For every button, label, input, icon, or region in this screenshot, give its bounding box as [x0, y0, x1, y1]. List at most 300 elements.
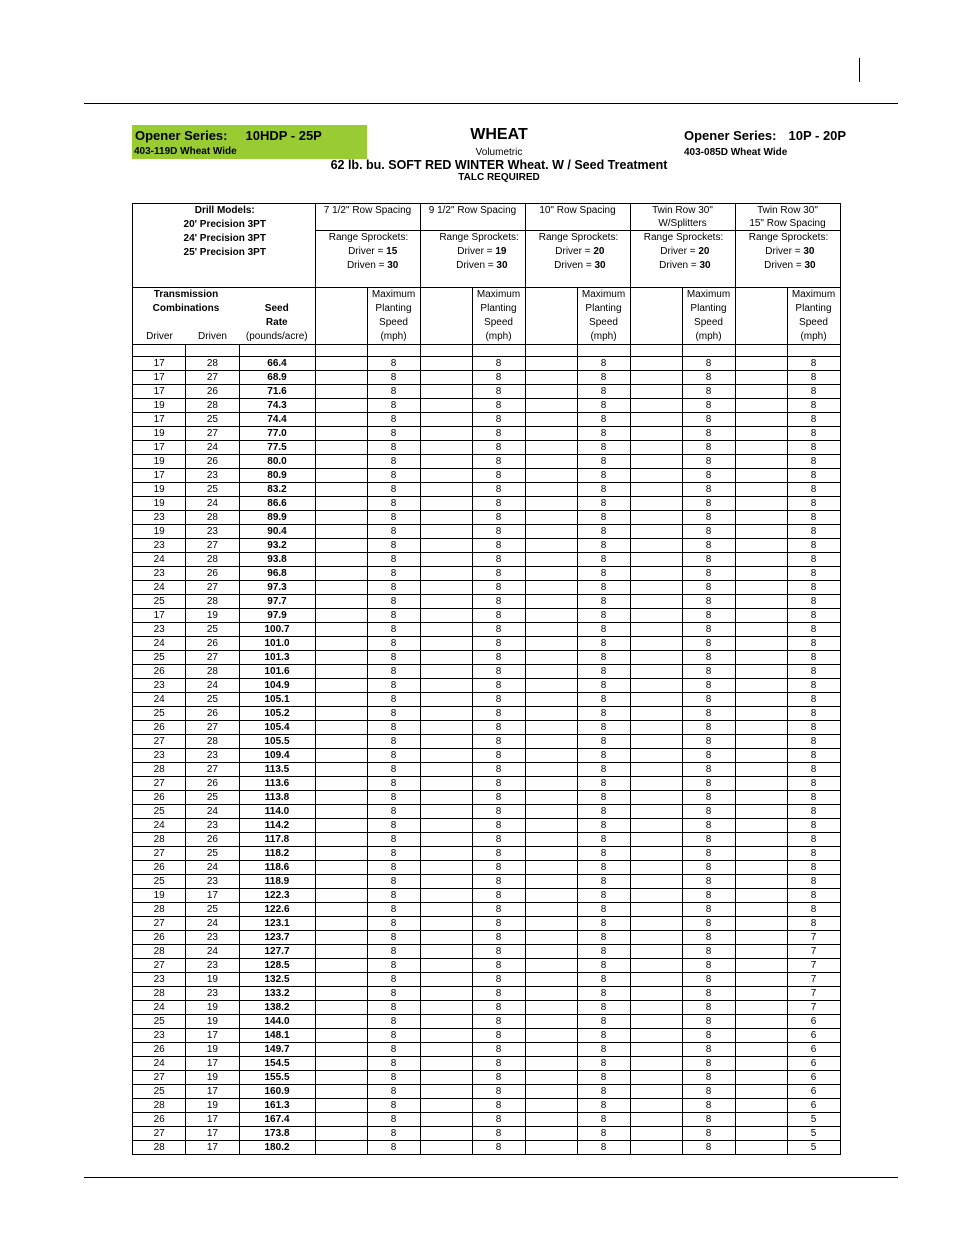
max-speed-cell: 8 — [472, 385, 525, 399]
table-row — [133, 917, 841, 931]
blank-cell — [630, 875, 682, 889]
blank-cell — [420, 1001, 472, 1015]
driven-cell: 19 — [186, 609, 239, 623]
blank-cell — [630, 399, 682, 413]
blank-cell — [420, 903, 472, 917]
max-speed-cell: 8 — [682, 889, 735, 903]
driver-cell: 26 — [133, 931, 186, 945]
table-row — [133, 931, 841, 945]
max-speed-cell: 8 — [367, 749, 420, 763]
max-speed-cell: 8 — [577, 707, 630, 721]
column-header-row — [133, 288, 841, 345]
max-speed-cell: 8 — [367, 455, 420, 469]
drill-model: 20' Precision 3PT — [183, 219, 266, 230]
blank-cell — [630, 539, 682, 553]
max-speed-cell: 7 — [787, 959, 840, 973]
driver-cell: 23 — [133, 511, 186, 525]
blank-cell — [630, 1015, 682, 1029]
blank-cell — [315, 455, 367, 469]
max-speed-cell: 8 — [472, 1085, 525, 1099]
blank-cell — [315, 749, 367, 763]
range-sprockets: Range Sprockets: Driver = 30 Driven = 30 — [735, 231, 840, 288]
max-speed-cell: 8 — [682, 385, 735, 399]
blank-cell — [525, 1085, 577, 1099]
blank-cell — [735, 931, 787, 945]
blank-cell — [735, 385, 787, 399]
blank-cell — [630, 1043, 682, 1057]
blank-cell — [735, 357, 787, 371]
blank-cell — [630, 511, 682, 525]
max-speed-cell: 8 — [472, 427, 525, 441]
driven-cell: 17 — [186, 1057, 239, 1071]
max-speed-cell: 8 — [472, 623, 525, 637]
max-speed-cell: 8 — [577, 1127, 630, 1141]
max-speed-cell: 8 — [367, 441, 420, 455]
blank-cell — [315, 469, 367, 483]
max-speed-cell: 8 — [787, 651, 840, 665]
blank-cell — [315, 553, 367, 567]
blank-cell — [315, 1057, 367, 1071]
max-speed-cell: 8 — [787, 875, 840, 889]
blank-cell — [525, 917, 577, 931]
blank-cell — [420, 1113, 472, 1127]
driven-cell: 27 — [186, 581, 239, 595]
opener-left-model: 10HDP - 25P — [245, 128, 322, 143]
seed-rate-cell: 104.9 — [239, 679, 315, 693]
max-speed-cell: 8 — [367, 399, 420, 413]
blank-cell — [630, 917, 682, 931]
max-speed-cell: 8 — [787, 763, 840, 777]
max-speed-cell: 6 — [787, 1071, 840, 1085]
max-speed-cell: 8 — [787, 665, 840, 679]
blank-cell — [630, 1085, 682, 1099]
blank-cell — [525, 483, 577, 497]
max-speed-cell: 8 — [577, 1141, 630, 1155]
blank-cell — [315, 1085, 367, 1099]
max-speed-cell: 8 — [682, 399, 735, 413]
max-speed-cell: 8 — [787, 819, 840, 833]
table-row — [133, 959, 841, 973]
blank-cell — [525, 819, 577, 833]
table-row — [133, 623, 841, 637]
max-speed-cell: 8 — [472, 483, 525, 497]
blank-cell — [420, 931, 472, 945]
max-speed-cell: 8 — [367, 1113, 420, 1127]
max-speed-cell: 8 — [577, 875, 630, 889]
blank-cell — [630, 693, 682, 707]
max-speed-cell: 8 — [367, 791, 420, 805]
max-speed-cell: 8 — [682, 1001, 735, 1015]
max-speed-cell: 8 — [367, 847, 420, 861]
max-speed-cell: 8 — [367, 805, 420, 819]
blank-cell — [525, 903, 577, 917]
max-speed-cell: 8 — [367, 553, 420, 567]
max-speed-cell: 8 — [682, 987, 735, 1001]
max-speed-cell: 8 — [577, 441, 630, 455]
seed-rate-cell: 80.9 — [239, 469, 315, 483]
blank-cell — [420, 609, 472, 623]
max-speed-cell: 8 — [367, 1043, 420, 1057]
table-row — [133, 1001, 841, 1015]
seed-rate-cell: 77.0 — [239, 427, 315, 441]
blank-cell — [315, 791, 367, 805]
max-speed-cell: 8 — [787, 693, 840, 707]
max-speed-cell: 7 — [787, 973, 840, 987]
max-speed-cell: 8 — [682, 595, 735, 609]
driver-cell: 19 — [133, 889, 186, 903]
blank-cell — [630, 959, 682, 973]
table-row — [133, 399, 841, 413]
max-speed-cell: 8 — [577, 1015, 630, 1029]
table-row — [133, 861, 841, 875]
blank-cell — [630, 791, 682, 805]
seed-rate-header: Seed Rate (pounds/acre) — [239, 288, 315, 345]
max-speed-cell: 8 — [367, 595, 420, 609]
max-speed-header: Maximum Planting Speed (mph) — [577, 288, 630, 345]
max-speed-cell: 8 — [367, 945, 420, 959]
blank-cell — [525, 595, 577, 609]
blank-cell — [735, 693, 787, 707]
spacing-header-row — [133, 204, 841, 231]
blank-cell — [630, 441, 682, 455]
driven-cell: 19 — [186, 1099, 239, 1113]
max-speed-cell: 8 — [682, 651, 735, 665]
driver-cell: 28 — [133, 1141, 186, 1155]
driver-cell: 25 — [133, 805, 186, 819]
max-speed-cell: 8 — [682, 791, 735, 805]
blank-cell — [735, 595, 787, 609]
max-speed-cell: 8 — [577, 721, 630, 735]
max-speed-cell: 8 — [787, 889, 840, 903]
blank-cell — [525, 553, 577, 567]
blank-cell — [420, 721, 472, 735]
blank-cell — [420, 805, 472, 819]
driven-cell: 23 — [186, 469, 239, 483]
seed-rate-cell: 74.3 — [239, 399, 315, 413]
driven-cell: 19 — [186, 1015, 239, 1029]
seed-rate-cell: 89.9 — [239, 511, 315, 525]
max-speed-cell: 6 — [787, 1085, 840, 1099]
blank-cell — [315, 763, 367, 777]
table-row — [133, 1071, 841, 1085]
table-row — [133, 567, 841, 581]
driver-cell: 17 — [133, 469, 186, 483]
max-speed-cell: 8 — [787, 385, 840, 399]
blank-cell — [315, 385, 367, 399]
table-row — [133, 1029, 841, 1043]
drill-model: 24' Precision 3PT — [183, 233, 266, 244]
max-speed-cell: 8 — [577, 637, 630, 651]
max-speed-cell: 8 — [787, 707, 840, 721]
seed-rate-cell: 105.2 — [239, 707, 315, 721]
driver-cell: 27 — [133, 847, 186, 861]
table-row — [133, 1141, 841, 1155]
blank-cell — [525, 679, 577, 693]
blank-cell — [630, 819, 682, 833]
seed-rate-cell: 114.0 — [239, 805, 315, 819]
blank-cell — [630, 777, 682, 791]
seed-rate-cell: 173.8 — [239, 1127, 315, 1141]
seed-rate-cell: 122.6 — [239, 903, 315, 917]
max-speed-cell: 8 — [577, 525, 630, 539]
blank-cell — [630, 357, 682, 371]
max-speed-cell: 8 — [787, 539, 840, 553]
driver-cell: 23 — [133, 539, 186, 553]
driver-cell: 27 — [133, 777, 186, 791]
max-speed-cell: 8 — [577, 581, 630, 595]
table-row — [133, 1127, 841, 1141]
max-speed-cell: 8 — [682, 819, 735, 833]
blank-cell — [630, 903, 682, 917]
table-row — [133, 1099, 841, 1113]
blank-cell — [525, 1043, 577, 1057]
max-speed-cell: 8 — [472, 581, 525, 595]
table-row — [133, 679, 841, 693]
max-speed-cell: 8 — [682, 469, 735, 483]
blank-cell — [630, 735, 682, 749]
max-speed-cell: 8 — [472, 595, 525, 609]
seed-rate-cell: 96.8 — [239, 567, 315, 581]
blank-cell — [420, 1099, 472, 1113]
max-speed-cell: 8 — [682, 455, 735, 469]
blank-cell — [735, 805, 787, 819]
blank-cell — [525, 525, 577, 539]
max-speed-cell: 8 — [472, 1057, 525, 1071]
max-speed-cell: 8 — [577, 357, 630, 371]
max-speed-cell: 8 — [577, 945, 630, 959]
seed-rate-cell: 101.0 — [239, 637, 315, 651]
blank-cell — [735, 427, 787, 441]
max-speed-cell: 8 — [472, 455, 525, 469]
table-row — [133, 693, 841, 707]
max-speed-cell: 8 — [682, 371, 735, 385]
max-speed-cell: 8 — [577, 651, 630, 665]
blank-cell — [735, 665, 787, 679]
blank-cell — [630, 889, 682, 903]
seed-rate-cell: 66.4 — [239, 357, 315, 371]
blank-cell — [420, 707, 472, 721]
driver-cell: 28 — [133, 987, 186, 1001]
blank-cell — [315, 525, 367, 539]
blank-cell — [315, 1001, 367, 1015]
blank-cell — [525, 875, 577, 889]
driver-cell: 24 — [133, 637, 186, 651]
blank-cell — [735, 735, 787, 749]
driven-cell: 23 — [186, 525, 239, 539]
blank-cell — [630, 1127, 682, 1141]
driver-cell: 25 — [133, 707, 186, 721]
table-row — [133, 749, 841, 763]
driver-cell: 24 — [133, 581, 186, 595]
max-speed-cell: 8 — [472, 651, 525, 665]
blank-cell — [630, 427, 682, 441]
seed-rate-cell: 155.5 — [239, 1071, 315, 1085]
driver-cell: 17 — [133, 441, 186, 455]
blank-cell — [735, 1071, 787, 1085]
blank-cell — [315, 483, 367, 497]
max-speed-cell: 8 — [682, 357, 735, 371]
max-speed-cell: 8 — [577, 1071, 630, 1085]
blank-cell — [315, 1015, 367, 1029]
max-speed-cell: 8 — [682, 1113, 735, 1127]
max-speed-cell: 7 — [787, 1001, 840, 1015]
max-speed-cell: 8 — [787, 735, 840, 749]
max-speed-header: Maximum Planting Speed (mph) — [787, 288, 840, 345]
blank-cell — [735, 525, 787, 539]
blank-cell — [315, 581, 367, 595]
max-speed-cell: 8 — [682, 833, 735, 847]
max-speed-cell: 8 — [472, 875, 525, 889]
table-row — [133, 511, 841, 525]
seed-rate-cell: 118.2 — [239, 847, 315, 861]
max-speed-cell: 8 — [787, 427, 840, 441]
footer-rule — [84, 1177, 898, 1178]
blank-cell — [525, 805, 577, 819]
max-speed-cell: 8 — [577, 665, 630, 679]
max-speed-cell: 8 — [367, 959, 420, 973]
driver-cell: 25 — [133, 875, 186, 889]
max-speed-cell: 8 — [472, 553, 525, 567]
blank-cell — [525, 581, 577, 595]
table-row — [133, 945, 841, 959]
max-speed-cell: 8 — [367, 483, 420, 497]
max-speed-cell: 8 — [367, 861, 420, 875]
max-speed-cell: 8 — [367, 679, 420, 693]
driver-cell: 19 — [133, 427, 186, 441]
max-speed-cell: 8 — [682, 847, 735, 861]
max-speed-cell: 8 — [787, 595, 840, 609]
max-speed-cell: 8 — [367, 623, 420, 637]
driver-cell: 27 — [133, 1127, 186, 1141]
max-speed-cell: 8 — [472, 1029, 525, 1043]
driver-cell: 23 — [133, 973, 186, 987]
driven-cell: 17 — [186, 1085, 239, 1099]
max-speed-cell: 8 — [787, 581, 840, 595]
max-speed-cell: 6 — [787, 1057, 840, 1071]
blank-cell — [630, 721, 682, 735]
seed-rate-cell: 167.4 — [239, 1113, 315, 1127]
seed-rate-cell: 122.3 — [239, 889, 315, 903]
blank-cell — [315, 945, 367, 959]
max-speed-cell: 8 — [682, 1057, 735, 1071]
max-speed-cell: 8 — [577, 1029, 630, 1043]
max-speed-cell: 8 — [682, 707, 735, 721]
max-speed-cell: 8 — [367, 777, 420, 791]
blank-cell — [420, 665, 472, 679]
blank-cell — [525, 721, 577, 735]
range-sprockets: Range Sprockets: Driver = 20 Driven = 30 — [630, 231, 735, 288]
max-speed-cell: 8 — [682, 1071, 735, 1085]
max-speed-cell: 8 — [682, 525, 735, 539]
table-row — [133, 525, 841, 539]
seed-rate-cell: 118.9 — [239, 875, 315, 889]
max-speed-cell: 8 — [367, 875, 420, 889]
blank-cell — [630, 553, 682, 567]
driven-cell: 28 — [186, 511, 239, 525]
blank-cell — [525, 1029, 577, 1043]
max-speed-cell: 8 — [682, 959, 735, 973]
max-speed-cell: 8 — [682, 777, 735, 791]
driver-cell: 28 — [133, 903, 186, 917]
blank-cell — [420, 441, 472, 455]
table-row — [133, 875, 841, 889]
blank-cell — [735, 623, 787, 637]
max-speed-cell: 7 — [787, 931, 840, 945]
blank-cell — [735, 917, 787, 931]
max-speed-cell: 8 — [472, 539, 525, 553]
max-speed-cell: 8 — [472, 777, 525, 791]
max-speed-cell: 8 — [472, 441, 525, 455]
max-speed-cell: 5 — [787, 1113, 840, 1127]
max-speed-cell: 8 — [682, 567, 735, 581]
blank-cell — [630, 371, 682, 385]
driven-cell: 25 — [186, 903, 239, 917]
blank-cell — [630, 1057, 682, 1071]
max-speed-cell: 8 — [787, 833, 840, 847]
max-speed-cell: 8 — [367, 1029, 420, 1043]
blank-cell — [630, 525, 682, 539]
seed-rate-cell: 144.0 — [239, 1015, 315, 1029]
max-speed-cell: 8 — [577, 973, 630, 987]
blank-cell — [315, 679, 367, 693]
seed-rate-cell: 93.2 — [239, 539, 315, 553]
seed-rate-cell: 113.6 — [239, 777, 315, 791]
blank-cell — [525, 987, 577, 1001]
max-speed-cell: 8 — [787, 637, 840, 651]
blank-cell — [735, 1001, 787, 1015]
driven-cell: 26 — [186, 637, 239, 651]
seed-rate-cell: 101.6 — [239, 665, 315, 679]
table-row — [133, 791, 841, 805]
driven-cell: 24 — [186, 945, 239, 959]
max-speed-cell: 8 — [577, 833, 630, 847]
blank-cell — [525, 497, 577, 511]
table-row — [133, 539, 841, 553]
seed-rate-cell: 113.8 — [239, 791, 315, 805]
max-speed-cell: 8 — [367, 637, 420, 651]
seed-rate-cell: 100.7 — [239, 623, 315, 637]
max-speed-cell: 8 — [787, 903, 840, 917]
blank-cell — [630, 1113, 682, 1127]
table-row — [133, 889, 841, 903]
table-row — [133, 1015, 841, 1029]
max-speed-cell: 8 — [787, 917, 840, 931]
range-sprockets: Range Sprockets: Driver = 19 Driven = 30 — [420, 231, 525, 288]
metering-type: Volumetric — [475, 147, 523, 158]
table-row — [133, 987, 841, 1001]
blank-cell — [735, 497, 787, 511]
seed-rate-cell: 133.2 — [239, 987, 315, 1001]
max-speed-cell: 8 — [682, 721, 735, 735]
blank-cell — [735, 1141, 787, 1155]
seed-rate-cell: 123.1 — [239, 917, 315, 931]
table-row — [133, 427, 841, 441]
header-rule — [84, 103, 898, 104]
blank-cell — [525, 1071, 577, 1085]
blank-cell — [630, 497, 682, 511]
max-speed-cell: 8 — [577, 791, 630, 805]
blank-cell — [630, 847, 682, 861]
driven-cell: 28 — [186, 357, 239, 371]
max-speed-cell: 8 — [367, 1001, 420, 1015]
table-row — [133, 469, 841, 483]
max-speed-cell: 8 — [577, 385, 630, 399]
blank-cell — [315, 1127, 367, 1141]
blank-cell — [525, 707, 577, 721]
max-speed-cell: 8 — [472, 931, 525, 945]
blank-cell — [315, 735, 367, 749]
blank-cell — [525, 973, 577, 987]
